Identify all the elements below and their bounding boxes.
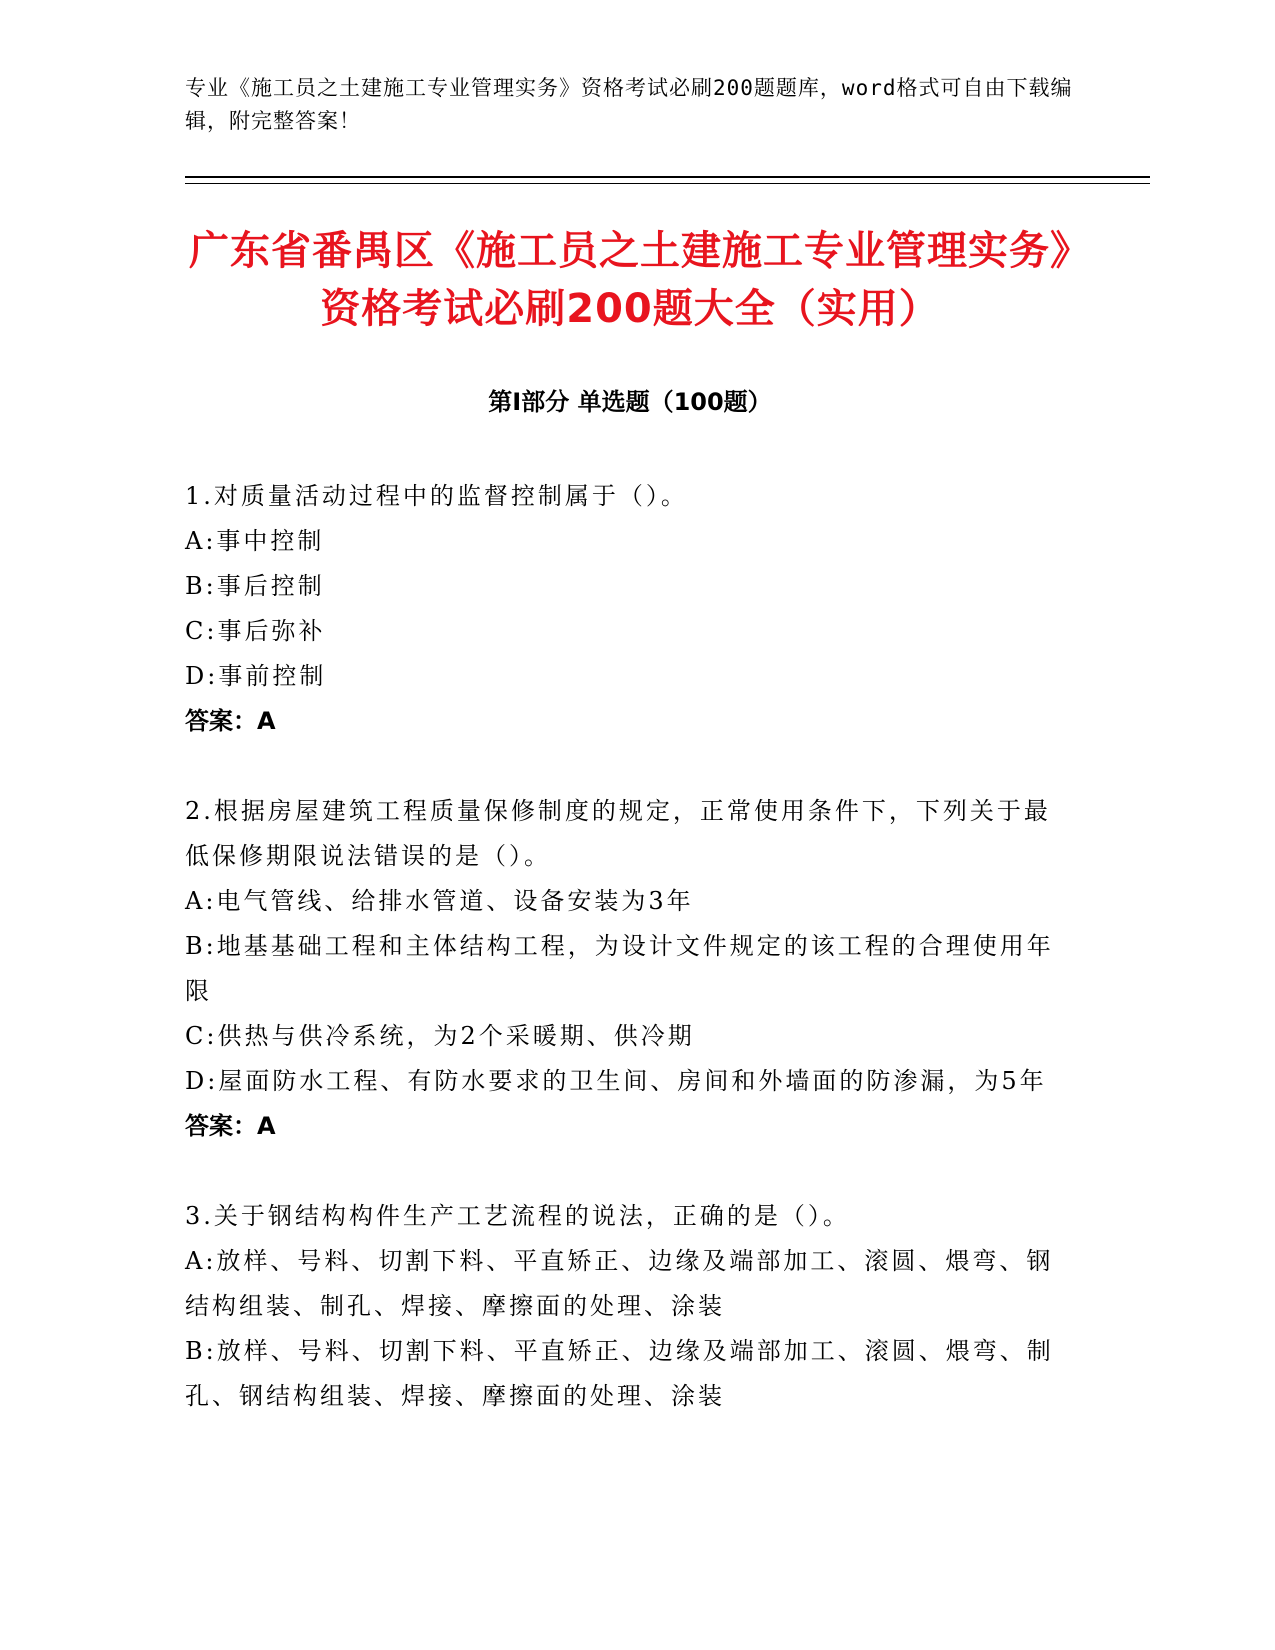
- header-note: 专业《施工员之土建施工专业管理实务》资格考试必刷200题题库，word格式可自由下载编辑，附完整答案！: [185, 76, 1073, 133]
- option-a: A:放样、号料、切割下料、平直矫正、边缘及端部加工、滚圆、煨弯、钢结构组装、制孔、焊接、摩擦面的处理、涂装: [185, 1247, 1054, 1320]
- question-stem: 1.对质量活动过程中的监督控制属于（）。: [185, 482, 688, 510]
- header-divider-thin: [185, 183, 1150, 184]
- option-d: D:事前控制: [185, 662, 327, 690]
- option-b: B:地基基础工程和主体结构工程，为设计文件规定的该工程的合理使用年限: [185, 932, 1054, 1005]
- question-stem: 2.根据房屋建筑工程质量保修制度的规定，正常使用条件下，下列关于最低保修期限说法错误的是（）。: [185, 797, 1051, 870]
- question-3: [185, 1194, 1065, 1419]
- option-a: A:事中控制: [185, 527, 325, 555]
- question-list: [185, 474, 1065, 1464]
- option-d: D:屋面防水工程、有防水要求的卫生间、房间和外墙面的防渗漏，为5年: [185, 1067, 1047, 1095]
- question-1: [185, 474, 1065, 744]
- header-divider-thick: [185, 176, 1150, 178]
- option-c: C:事后弥补: [185, 617, 326, 645]
- option-c: C:供热与供冷系统，为2个采暖期、供冷期: [185, 1022, 695, 1050]
- option-a: A:电气管线、给排水管道、设备安装为3年: [185, 887, 694, 915]
- question-2: [185, 789, 1065, 1149]
- answer: 答案：A: [185, 707, 276, 735]
- option-b: B:事后控制: [185, 572, 325, 600]
- question-stem: 3.关于钢结构构件生产工艺流程的说法，正确的是（）。: [185, 1202, 850, 1230]
- document-title: 广东省番禺区《施工员之土建施工专业管理实务》资格考试必刷200题大全（实用）: [189, 228, 1071, 332]
- option-b: B:放样、号料、切割下料、平直矫正、边缘及端部加工、滚圆、煨弯、制孔、钢结构组装、焊接、摩擦面的处理、涂装: [185, 1337, 1054, 1410]
- section-heading: 第Ⅰ部分 单选题（100题）: [488, 388, 772, 416]
- answer: 答案：A: [185, 1112, 276, 1140]
